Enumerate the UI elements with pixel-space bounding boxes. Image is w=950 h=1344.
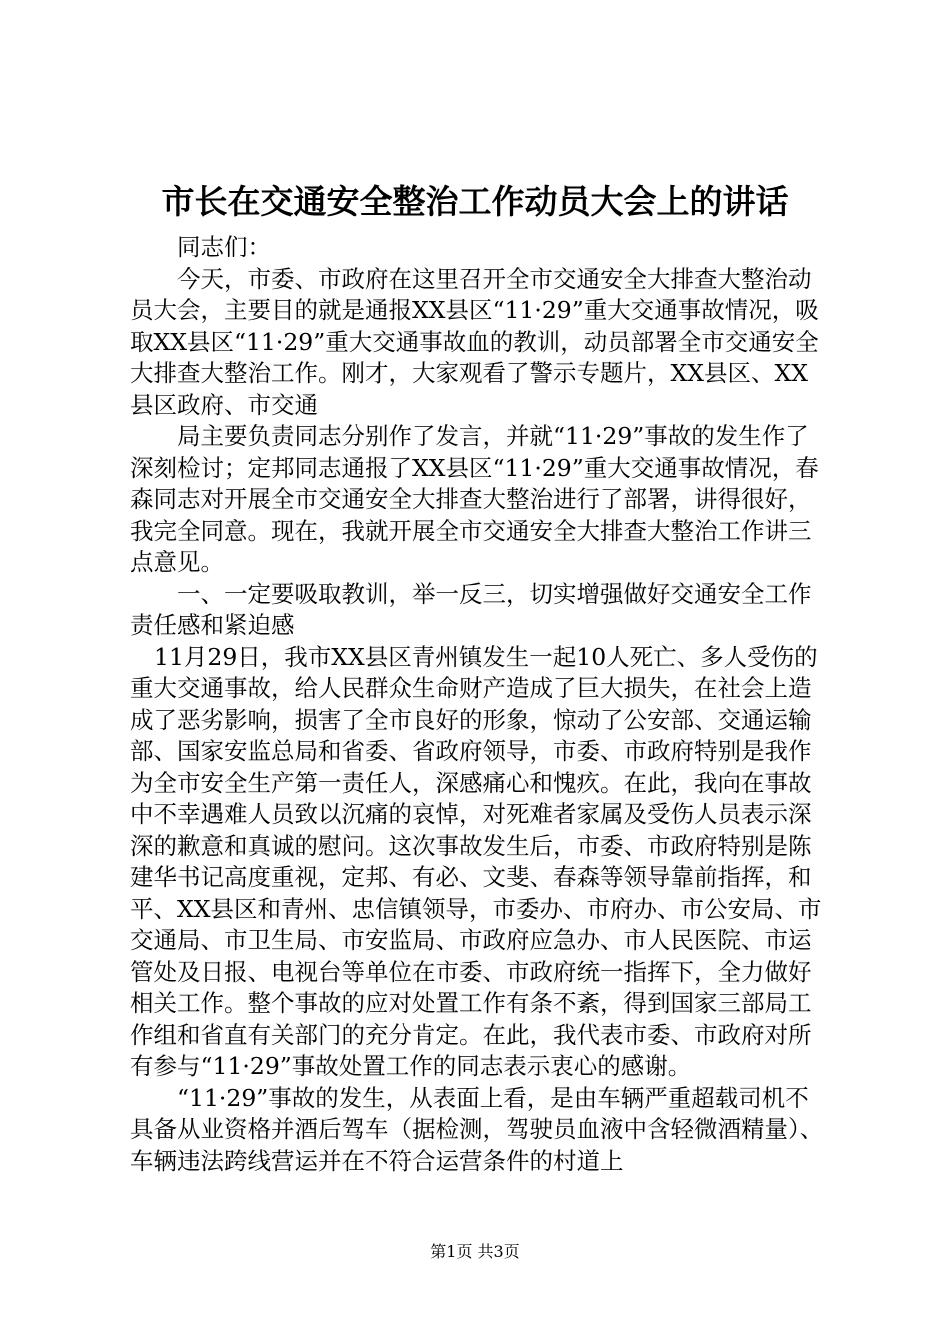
document-title: 市长在交通安全整治工作动员大会上的讲话 [161,182,789,221]
document-body [130,232,830,1177]
body-paragraph: “11·29”事故的发生，从表面上看，是由车辆严重超载司机不具备从业资格并酒后驾车（据检测，驾驶员血液中含轻微酒精量）、车辆违法跨线营运并在不符合运营条件的村道上 [130,1083,824,1175]
page-number-footer: 第1页 共3页 [430,1242,520,1261]
body-paragraph: 11月29日，我市XX县区青州镇发生一起10人死亡、多人受伤的重大交通事故，给人民群众生命财产造成了巨大损失，在社会上造成了恶劣影响，损害了全市良好的形象，惊动了公安部、交通运输部、国家安监总局和省委、省政府领导，市委、市政府特别是我作为全市安全生产第一责任人，深感痛心和愧疚。在此，我向在事故中不幸遇难人员致以沉痛的哀悼，对死难者家属及受伤人员表示深深的歉意和真诚的慰问。这次事故发生后，市委、市政府特别是陈建华书记高度重视，定邦、有必、文斐、春森等领导靠前指挥，和平、XX县区和青州、忠信镇领导，市委办、市府办、市公安局、市交通局、市卫生局、市安监局、市政府应急办、市人民医院、市运管处及日报、电视台等单位在市委、市政府统一指挥下，全力做好相关工作。整个事故的应对处置工作有条不紊，得到国家三部局工作组和省直有关部门的充分肯定。在此，我代表市委、市政府对所有参与“11·29”事故处置工作的同志表示衷心的感谢。 [130,642,822,1080]
section-heading: 一、一定要吸取教训，举一反三，切实增强做好交通安全工作责任感和紧迫感 [130,579,812,639]
greeting-paragraph: 同志们： [177,233,271,261]
body-paragraph: 局主要负责同志分别作了发言，并就“11·29”事故的发生作了深刻检讨；定邦同志通报了XX县区“11·29”重大交通事故情况，春森同志对开展全市交通安全大排查大整治进行了部署，讲得很好，我完全同意。现在，我就开展全市交通安全大排查大整治工作讲三点意见。 [130,422,819,576]
body-paragraph: 今天，市委、市政府在这里召开全市交通安全大排查大整治动员大会，主要目的就是通报XX县区“11·29”重大交通事故情况，吸取XX县区“11·29”重大交通事故血的教训，动员部署全市交通安全大排查大整治工作。刚才，大家观看了警示专题片，XX县区、XX县区政府、市交通 [130,264,819,419]
